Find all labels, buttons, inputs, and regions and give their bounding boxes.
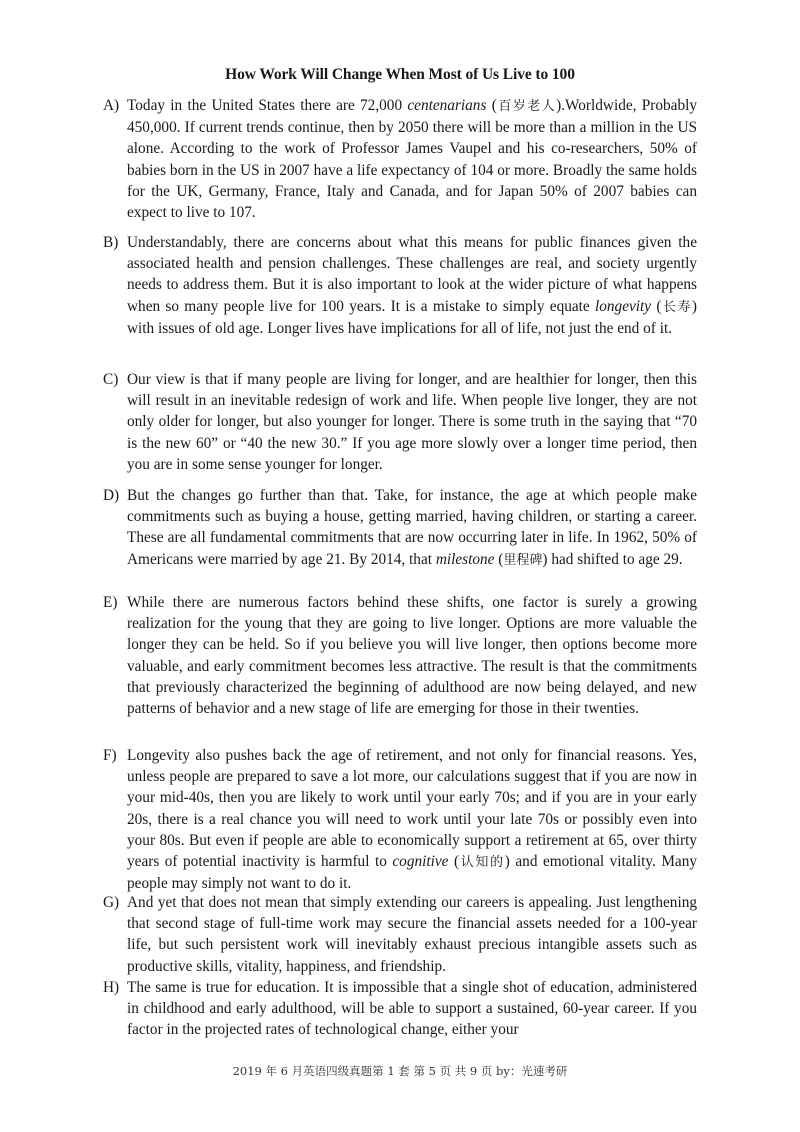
- article-title: How Work Will Change When Most of Us Live to 100: [225, 66, 575, 83]
- paragraph-c: [103, 369, 697, 475]
- paragraph-d: [103, 485, 697, 571]
- paragraph-label: F): [103, 747, 117, 764]
- paragraph-label: G): [103, 894, 120, 911]
- chinese-gloss: 长寿: [661, 299, 692, 315]
- page-footer: 2019 年 6 月英语四级真题第 1 套 第 5 页 共 9 页 by：光速考研: [232, 1064, 568, 1078]
- chinese-gloss: 百岁老人: [496, 99, 557, 114]
- paragraph-text: But the changes go further than that. Take, for instance, the age at which people make commitments such as buying a house, getting married, having children, or starting a career. These are all fundamental commitments that are now occurring later in life. In 1962, 50% of Americans were married by age 21. By 2014, that milestone (里程碑) had shifted to age 29.: [127, 487, 697, 568]
- paragraph-text: Our view is that if many people are living for longer, and are healthier for longer, then this will result in an inevitable redesign of work and life. When people live longer, they are not only older for longer, but also younger for longer. There is some truth in the saying that “70 is the new 60” or “40 the new 30.” If you age more slowly over a longer time period, then you are in some sense younger for longer.: [127, 371, 697, 473]
- paragraph-a: [103, 95, 697, 223]
- paragraph-text: The same is true for education. It is impossible that a single shot of education, administered in childhood and early adulthood, will be able to support a sustained, 60-year career. If you factor in the projected rates of technological change, either your: [127, 979, 697, 1039]
- paragraph-text: While there are numerous factors behind these shifts, one factor is surely a growing realization for the young that they are going to live longer. Options are more valuable the longer they can be held. So if you believe you will live longer, then options become more valuable, and early commitment becomes less attractive. The result is that the commitments that previously characterized the beginning of adulthood are now being delayed, and new patterns of behavior and a new stage of life are emerging for those in their twenties.: [127, 594, 697, 718]
- paragraph-text: Today in the United States there are 72,000 centenarians (百岁老人).Worldwide, Probably 450,000. If current trends continue, then by 2050 there will be more than a million in the US alone. According to the work of Professor James Vaupel and his co-researchers, 50% of babies born in the US in 2007 have a life expectancy of 104 or more. Broadly the same holds for the UK, Germany, France, Italy and Canada, and for Japan 50% of 2007 babies can expect to live to 107.: [127, 97, 697, 222]
- paragraph-label: C): [103, 371, 119, 388]
- glossed-term: milestone: [435, 550, 495, 568]
- chinese-gloss: 认知的: [459, 855, 505, 871]
- paragraph-f: [103, 745, 697, 894]
- paragraph-e: [103, 592, 697, 719]
- glossed-term: cognitive: [392, 853, 449, 871]
- paragraph-text: Longevity also pushes back the age of retirement, and not only for financial reasons. Yes, unless people are prepared to save a lot more, our calculations suggest that if you are now in your mid-40s, then you are likely to work until your early 70s; and if you are in your early 20s, there is a real chance you will need to work until your late 70s or possibly even into your 80s. But even if people are able to economically support a retirement at 65, over thirty years of potential inactivity is harmful to cognitive (认知的) and emotional vitality. Many people may simply not want to do it.: [127, 747, 698, 893]
- paragraph-text: And yet that does not mean that simply extending our careers is appealing. Just lengthening that second stage of full-time work may secure the financial assets needed for a 100-year life, but such persistent work will inevitably exhaust precious intangible assets such as productive skills, vitality, happiness, and friendship.: [127, 894, 697, 975]
- glossed-term: centenarians: [407, 97, 487, 114]
- paragraph-h: [103, 977, 697, 1041]
- paragraph-label: A): [103, 97, 120, 114]
- chinese-gloss: 里程碑: [503, 552, 543, 568]
- paragraph-text: Understandably, there are concerns about what this means for public finances given the associated health and pension challenges. These challenges are real, and society urgently needs to address them. But it is also important to look at the wider picture of what happens when so many people live for 100 years. It is a mistake to simply equate longevity (长寿) with issues of old age. Longer lives have implications for all of life, not just the end of it.: [127, 234, 697, 337]
- paragraph-g: [103, 892, 697, 977]
- paragraph-b: [103, 232, 697, 339]
- paragraph-label: E): [103, 594, 118, 611]
- glossed-term: longevity: [595, 297, 652, 315]
- paragraph-label: H): [103, 979, 120, 996]
- paragraph-label: B): [103, 234, 119, 251]
- paragraph-label: D): [103, 487, 120, 504]
